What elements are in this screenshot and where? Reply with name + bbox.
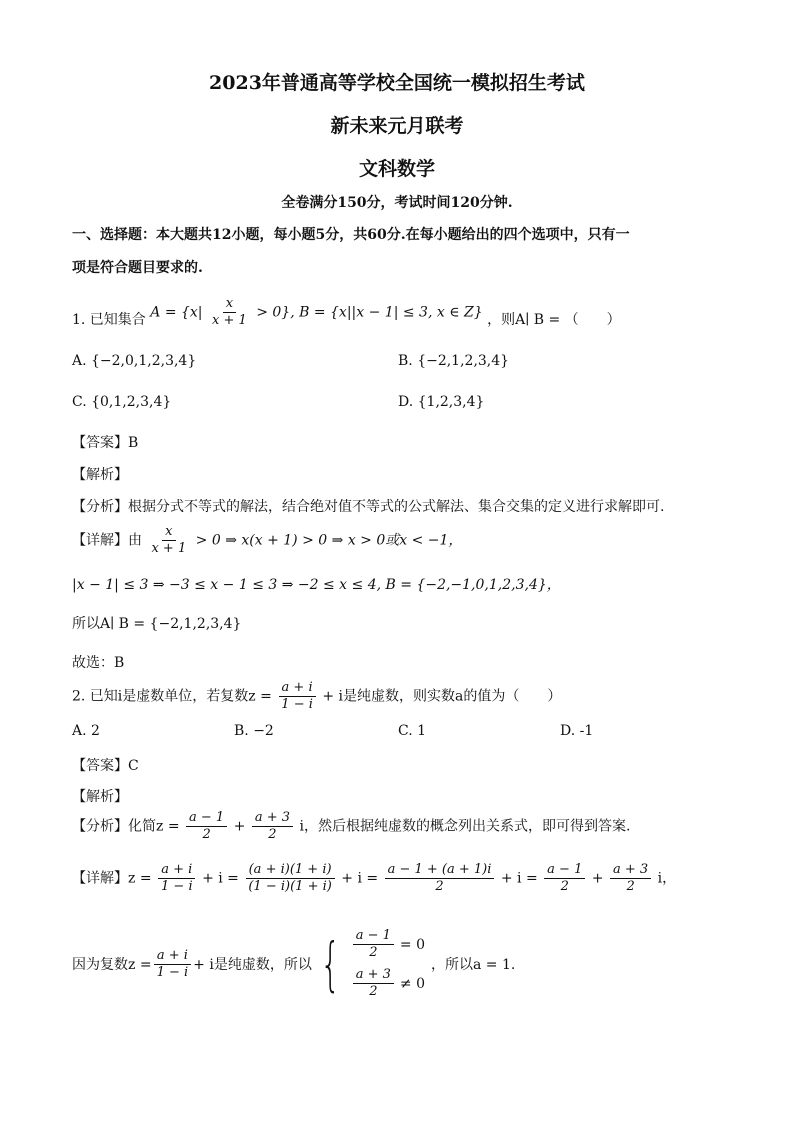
question-1-stem xyxy=(72,296,621,329)
q2-detail-frac4-num: a − 1 xyxy=(544,862,585,879)
q2-system xyxy=(351,928,425,1000)
q2-fenxi-frac1-den: 2 xyxy=(202,827,211,842)
q2-prefix: 2. 已知i是虚数单位，若复数z = xyxy=(72,688,272,705)
q2-answer: 【答案】C xyxy=(72,758,139,774)
q2-detail-lead: 【详解】z = xyxy=(72,870,152,887)
q2-option-b: B. −2 xyxy=(234,723,274,739)
q2-stem-fraction xyxy=(278,680,316,713)
q2-because-frac-num: a + i xyxy=(154,948,191,965)
q2-because-lead: 因为复数z = xyxy=(72,957,152,973)
q1-detail-line1 xyxy=(72,524,462,557)
q1-detail-lead: 【详解】由 xyxy=(72,532,142,549)
q2-detail-eq2: + i = xyxy=(341,870,379,887)
q1-analysis-head: 【解析】 xyxy=(72,467,128,483)
q2-fenxi-lead: 【分析】化简z = xyxy=(72,818,180,835)
q2-option-d: D. -1 xyxy=(560,723,594,739)
system-brace: { xyxy=(320,930,341,998)
q2-detail xyxy=(72,862,676,895)
q2-detail-frac1 xyxy=(158,862,196,895)
q2-because-mid: + i是纯虚数，所以 xyxy=(193,957,312,973)
q2-because-frac xyxy=(154,948,192,981)
q2-fenxi-plus: + xyxy=(233,818,246,835)
q1-prefix: 1. 已知集合 xyxy=(72,312,146,328)
q2-system-eq1 xyxy=(351,928,425,961)
q1-option-c: C. {0,1,2,3,4} xyxy=(72,394,172,410)
q1-detail-line3: 所以A∣ B = {−2,1,2,3,4} xyxy=(72,616,242,632)
q2-detail-tail: i， xyxy=(657,870,677,887)
q2-sys1-rel: = 0 xyxy=(399,936,426,953)
q2-detail-frac5-den: 2 xyxy=(626,879,635,894)
q2-analysis-head: 【解析】 xyxy=(72,789,128,805)
q2-fenxi xyxy=(72,810,630,843)
q2-sys2-den: 2 xyxy=(369,984,378,999)
q2-fenxi-frac1-num: a − 1 xyxy=(186,810,227,827)
q1-answer: 【答案】B xyxy=(72,435,139,451)
q2-detail-eq1: + i = xyxy=(202,870,239,887)
q2-fenxi-tail: i，然后根据纯虚数的概念列出关系式，即可得到答案. xyxy=(299,818,631,835)
q2-because-tail: ，所以a = 1. xyxy=(431,957,516,973)
q2-detail-eq3: + i = xyxy=(500,870,538,887)
q2-option-a: A. 2 xyxy=(72,723,100,739)
q2-detail-frac2-den: (1 − i)(1 + i) xyxy=(248,879,332,894)
q2-detail-frac4 xyxy=(544,862,585,895)
q2-system-eq2 xyxy=(351,967,425,1000)
q1-suffix: ，则A∣ B = （ ） xyxy=(487,312,621,328)
q2-stem-num: a + i xyxy=(279,680,316,697)
q1-detail-num: x xyxy=(162,524,175,541)
q1-setA-lead: A = {x| xyxy=(150,304,203,321)
q1-fenxi: 【分析】根据分式不等式的解法，结合绝对值不等式的公式解法、集合交集的定义进行求解即可. xyxy=(72,499,665,515)
q1-option-a: A. {−2,0,1,2,3,4} xyxy=(72,353,197,369)
q1-detail-line2: |x − 1| ≤ 3 ⇒ −3 ≤ x − 1 ≤ 3 ⇒ −2 ≤ x ≤ 4, B = {−2,−1,0,1,2,3,4}， xyxy=(72,577,561,593)
q1-choice: 故选：B xyxy=(72,655,125,671)
q2-fenxi-frac2-num: a + 3 xyxy=(252,810,293,827)
section-heading-line2: 项是符合题目要求的. xyxy=(72,260,203,276)
q2-detail-frac1-num: a + i xyxy=(158,862,195,879)
q2-detail-frac3-den: 2 xyxy=(435,879,444,894)
exam-note: 全卷满分150分，考试时间120分钟. xyxy=(281,195,513,211)
q2-option-c: C. 1 xyxy=(398,723,427,739)
q2-detail-frac2 xyxy=(245,862,334,895)
q2-because-row xyxy=(72,928,515,1000)
exam-subtitle: 新未来元月联考 xyxy=(330,115,464,137)
question-2-stem xyxy=(72,680,561,713)
q2-detail-frac5 xyxy=(610,862,651,895)
q2-fenxi-frac2-den: 2 xyxy=(268,827,277,842)
q1-detail-tail: > 0 ⇒ x(x + 1) > 0 ⇒ x > 0或x < −1， xyxy=(195,532,463,549)
q2-sys2-num: a + 3 xyxy=(353,967,394,984)
q2-fenxi-frac1 xyxy=(186,810,227,843)
q1-setB: B = {x||x − 1| ≤ 3, x ∈ Z} xyxy=(299,304,483,321)
q2-detail-frac3 xyxy=(385,862,495,895)
q2-detail-frac1-den: 1 − i xyxy=(161,879,193,894)
q2-stem-den: 1 − i xyxy=(281,697,313,712)
q1-option-b: B. {−2,1,2,3,4} xyxy=(398,353,510,369)
q2-detail-frac4-den: 2 xyxy=(560,879,569,894)
q2-detail-frac5-num: a + 3 xyxy=(610,862,651,879)
q2-detail-plus: + xyxy=(591,870,604,887)
q1-detail-fraction xyxy=(148,524,189,557)
q2-sys1-frac xyxy=(353,928,394,961)
exam-title: 2023年普通高等学校全国统一模拟招生考试 xyxy=(209,72,585,94)
exam-subject: 文科数学 xyxy=(358,158,435,180)
q2-because-frac-den: 1 − i xyxy=(156,964,189,980)
q1-option-d: D. {1,2,3,4} xyxy=(398,394,485,410)
q2-detail-frac3-num: a − 1 + (a + 1)i xyxy=(385,862,495,879)
q1-frac-num: x xyxy=(223,296,236,313)
q1-setA-tail: > 0}, xyxy=(256,304,295,321)
q2-because xyxy=(72,928,515,1000)
q1-detail-den: x + 1 xyxy=(151,541,187,556)
q2-sys2-rel: ≠ 0 xyxy=(399,975,426,992)
q1-frac-den: x + 1 xyxy=(211,313,247,328)
q2-sys1-num: a − 1 xyxy=(353,928,394,945)
section-heading-line1: 一、选择题：本大题共12小题，每小题5分，共60分.在每小题给出的四个选项中，只有一 xyxy=(72,227,630,243)
q1-setA-fraction xyxy=(209,296,250,329)
q2-sys2-frac xyxy=(353,967,394,1000)
q2-suffix: + i是纯虚数，则实数a的值为（ ） xyxy=(322,688,562,705)
q2-detail-frac2-num: (a + i)(1 + i) xyxy=(246,862,335,879)
q2-fenxi-frac2 xyxy=(252,810,293,843)
q2-sys1-den: 2 xyxy=(369,945,378,960)
